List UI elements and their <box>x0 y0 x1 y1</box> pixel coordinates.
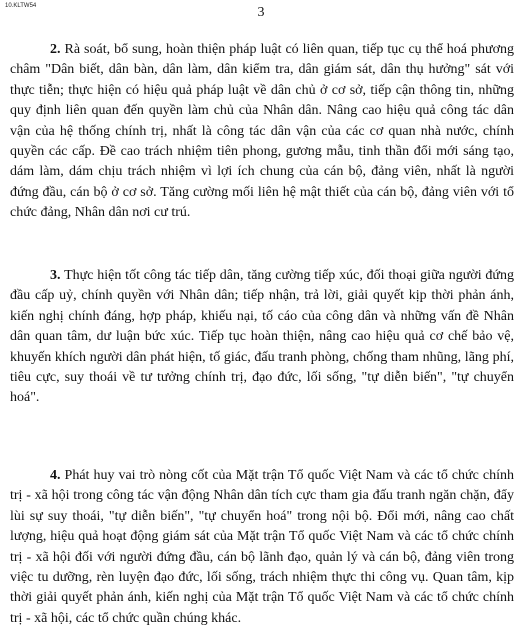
paragraph-3 <box>10 266 514 409</box>
paragraph-2 <box>10 40 514 224</box>
paragraph-3-text: Thực hiện tốt công tác tiếp dân, tăng cường tiếp xúc, đối thoại giữa người đứng đầu cấp uỷ, chính quyền với Nhân dân; tiếp nhận, trả lời, giải quyết kịp thời phản ánh, kiến nghị chính đáng, hợp pháp, khiếu nại, tố cáo của công dân và những vấn đề Nhân dân quan tâm, dư luận bức xúc. Tiếp tục hoàn thiện, nâng cao hiệu quả cơ chế bảo vệ, khuyến khích người dân phát hiện, tố giác, đấu tranh phòng, chống tham nhũng, lãng phí, tiêu cực, suy thoái về tư tưởng chính trị, đạo đức, lối sống, "tự diễn biến", "tự chuyển hoá". <box>10 268 514 406</box>
page-number: 3 <box>257 5 265 20</box>
document-code: 10.KLTW54 <box>5 3 37 9</box>
paragraph-2-number: 2. <box>50 42 61 57</box>
paragraph-4-text: Phát huy vai trò nòng cốt của Mặt trận Tổ quốc Việt Nam và các tổ chức chính trị - xã hội trong công tác vận động Nhân dân tích cực tham gia đấu tranh ngăn chặn, đẩy lùi sự suy thoái, "tự diễn biến", "tự chuyển hoá" trong nội bộ. Đổi mới, nâng cao chất lượng, hiệu quả hoạt động giám sát của Mặt trận Tổ quốc Việt Nam và các tổ chức chính trị - xã hội đối với người đứng đầu, cán bộ lãnh đạo, quản lý và cán bộ, đảng viên trong việc tu dưỡng, rèn luyện đạo đức, lối sống, trách nhiệm thực thi công vụ. Quan tâm, kịp thời giải quyết phản ánh, kiến nghị của Mặt trận Tổ quốc Việt Nam và các tổ chức chính trị - xã hội, các tổ chức quần chúng khác. <box>10 468 514 626</box>
paragraph-2-text: Rà soát, bổ sung, hoàn thiện pháp luật có liên quan, tiếp tục cụ thể hoá phương châm "Dân biết, dân bàn, dân làm, dân kiểm tra, dân giám sát, dân thụ hưởng" sát với thực tiễn; thực hiện có hiệu quả pháp luật về dân chủ ở cơ sở, tiếp cận thông tin, những quy định liên quan đến quyền làm chủ của Nhân dân. Nâng cao hiệu quả công tác dân vận của hệ thống chính trị, nhất là công tác dân vận của các cơ quan nhà nước, chính quyền các cấp. Đề cao trách nhiệm tiên phong, gương mẫu, tinh thần đổi mới sáng tạo, dám làm, dám chịu trách nhiệm vì lợi ích chung của cán bộ, đảng viên, nhất là người đứng đầu, cán bộ ở cơ sở. Tăng cường mối liên hệ mật thiết của cán bộ, đảng viên với tổ chức đảng, Nhân dân nơi cư trú. <box>10 42 514 221</box>
paragraph-3-number: 3. <box>50 268 61 283</box>
paragraph-4 <box>10 466 514 629</box>
paragraph-4-number: 4. <box>50 468 61 483</box>
